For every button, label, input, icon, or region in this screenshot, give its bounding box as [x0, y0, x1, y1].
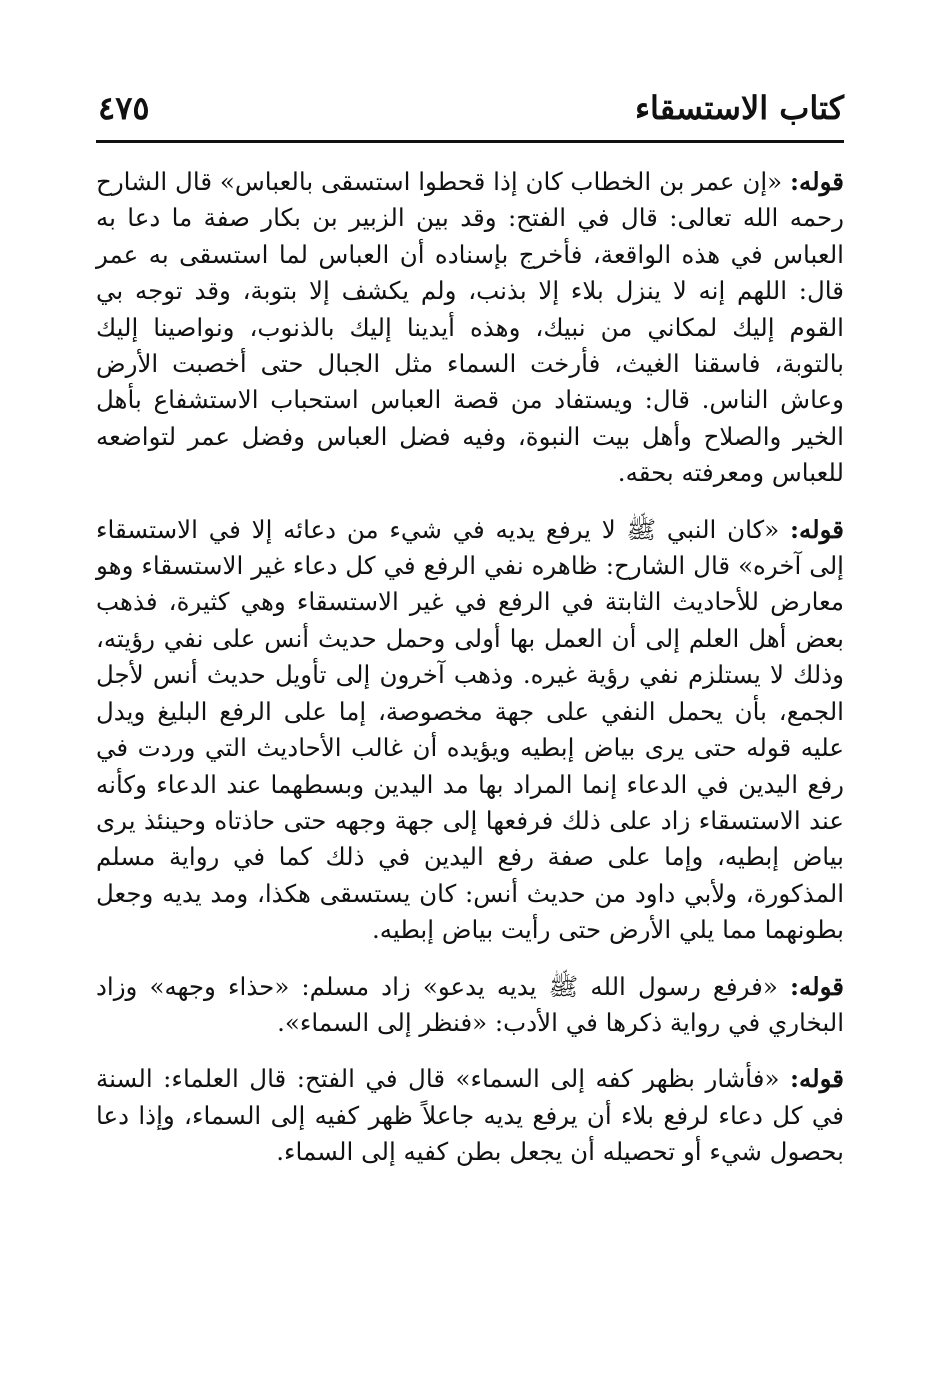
paragraph-text: «كان النبي ﷺ لا يرفع يديه في شيء من دعائه إلا في الاستسقاء إلى آخره» قال الشارح: ظاهره نفي الرفع في كل دعاء غير الاستسقاء وهو معارض للأحاديث الثابتة في الرفع في غير الاستسقاء وهي كثيرة، فذهب بعض أهل العلم إلى أن العمل بها أولى وحمل حديث أنس على نفي رؤيته، وذلك لا يستلزم نفي رؤية غيره. وذهب آخرون إلى تأويل حديث أنس لأجل الجمع، بأن يحمل النفي على جهة مخصوصة، إما على الرفع البليغ ويدل عليه قوله حتى يرى بياض إبطيه ويؤيده أن غالب الأحاديث التي وردت في رفع اليدين في الدعاء إنما المراد بها مد اليدين وبسطهما عند الدعاء وكأنه عند الاستسقاء زاد على ذلك فرفعها إلى جهة وجهه حتى حاذتاه وحينئذ يرى بياض إبطيه، وإما على صفة رفع اليدين في ذلك كما في رواية مسلم المذكورة، ولأبي داود من حديث أنس: كان يستسقى هكذا، ومد يديه وجعل بطونهما مما يلي الأرض حتى رأيت بياض إبطيه.	[96, 514, 844, 945]
running-header	[96, 86, 844, 142]
paragraph-text: «فأشار بظهر كفه إلى السماء» قال في الفتح: قال العلماء: السنة في كل دعاء لرفع بلاء أن يرفع يديه جاعلاً ظهر كفيه إلى السماء، وإذا دعا بحصول شيء أو تحصيله أن يجعل بطن كفيه إلى السماء.	[96, 1064, 844, 1167]
paragraph-text: «فرفع رسول الله ﷺ يديه يدعو» زاد مسلم: «حذاء وجهه» وزاد البخاري في رواية ذكرها في الأدب: «فنظر إلى السماء».	[96, 971, 844, 1037]
paragraph-raising-hands	[96, 512, 844, 949]
paragraph-abbas-istisqa	[96, 164, 844, 492]
paragraph-lead: قوله:	[789, 514, 844, 544]
paragraph-back-of-hand	[96, 1061, 844, 1170]
page-number: ٤٧٥	[98, 89, 150, 127]
paragraph-text: «إن عمر بن الخطاب كان إذا قحطوا استسقى بالعباس» قال الشارح رحمه الله تعالى: قال في الفتح: وقد بين الزبير بن بكار صفة ما دعا به العباس في هذه الواقعة، فأخرج بإسناده أن العباس لما استسقى به عمر قال: اللهم إنه لا ينزل بلاء إلا بذنب، ولم يكشف إلا بتوبة، وقد توجه بي القوم إليك لمكاني من نبيك، وهذه أيدينا إليك بالذنوب، ونواصينا إليك بالتوبة، فاسقنا الغيث، فأرخت السماء مثل الجبال حتى أخصبت الأرض وعاش الناس. قال: ويستفاد من قصة العباس استحباب الاستشفاع بأهل الخير والصلاح وأهل بيت النبوة، وفيه فضل العباس وفضل عمر لتواضعه للعباس ومعرفته بحقه.	[96, 167, 844, 488]
chapter-title: كتاب الاستسقاء	[634, 89, 844, 127]
book-page	[96, 86, 844, 1171]
header-divider	[96, 140, 844, 143]
page-body	[96, 164, 844, 1171]
paragraph-lead: قوله:	[789, 1064, 844, 1094]
paragraph-lead: قوله:	[789, 971, 844, 1001]
paragraph-lead: قوله:	[789, 167, 844, 196]
paragraph-facing-sky	[96, 969, 844, 1042]
